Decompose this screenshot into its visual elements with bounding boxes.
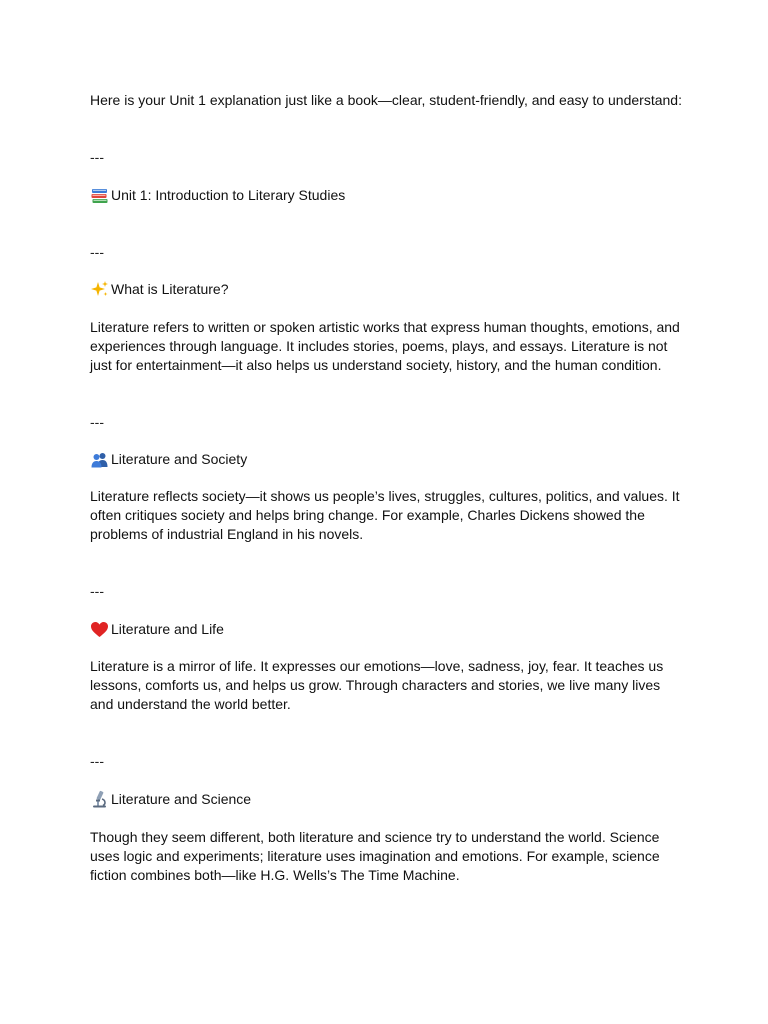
section-body: Literature is a mirror of life. It expresses our emotions—love, sadness, joy, fear. It teaches us lessons, comforts us, and helps us grow. Through characters and stories, we live many lives and understand the world better.	[90, 658, 664, 712]
sparkles-icon	[90, 280, 109, 299]
document-page	[90, 91, 690, 885]
unit-heading	[90, 186, 690, 205]
divider: ---	[90, 753, 104, 769]
microscope-icon	[90, 790, 109, 809]
divider: ---	[90, 149, 104, 165]
section-body: Literature refers to written or spoken artistic works that express human thoughts, emotions, and experiences through language. It includes stories, poems, plays, and essays. Literature is not just for entertainment—it also helps us understand society, history, and the human condition.	[90, 319, 680, 373]
books-icon	[90, 186, 109, 205]
section-body: Though they seem different, both literature and science try to understand the world. Science uses logic and experiments; literature uses imagination and emotions. For example, science fiction combines both—like H.G. Wells’s The Time Machine.	[90, 829, 660, 883]
section-heading-text: Literature and Science	[111, 791, 252, 807]
divider: ---	[90, 244, 104, 260]
section-heading-text: What is Literature?	[111, 281, 229, 297]
section-heading-text: Literature and Society	[111, 451, 248, 467]
heart-icon	[90, 620, 109, 639]
intro-text: Here is your Unit 1 explanation just like a book—clear, student-friendly, and easy to understand:	[90, 92, 682, 108]
section-heading	[90, 620, 690, 639]
people-icon	[90, 450, 109, 469]
section-heading	[90, 280, 690, 299]
unit-heading-text: Unit 1: Introduction to Literary Studies	[111, 187, 346, 203]
section-heading-text: Literature and Life	[111, 621, 224, 637]
divider: ---	[90, 414, 104, 430]
divider: ---	[90, 583, 104, 599]
section-heading	[90, 450, 690, 469]
section-body: Literature reflects society—it shows us people’s lives, struggles, cultures, politics, and values. It often critiques society and helps bring change. For example, Charles Dickens showed the problems of industrial England in his novels.	[90, 488, 680, 542]
section-heading	[90, 790, 690, 809]
